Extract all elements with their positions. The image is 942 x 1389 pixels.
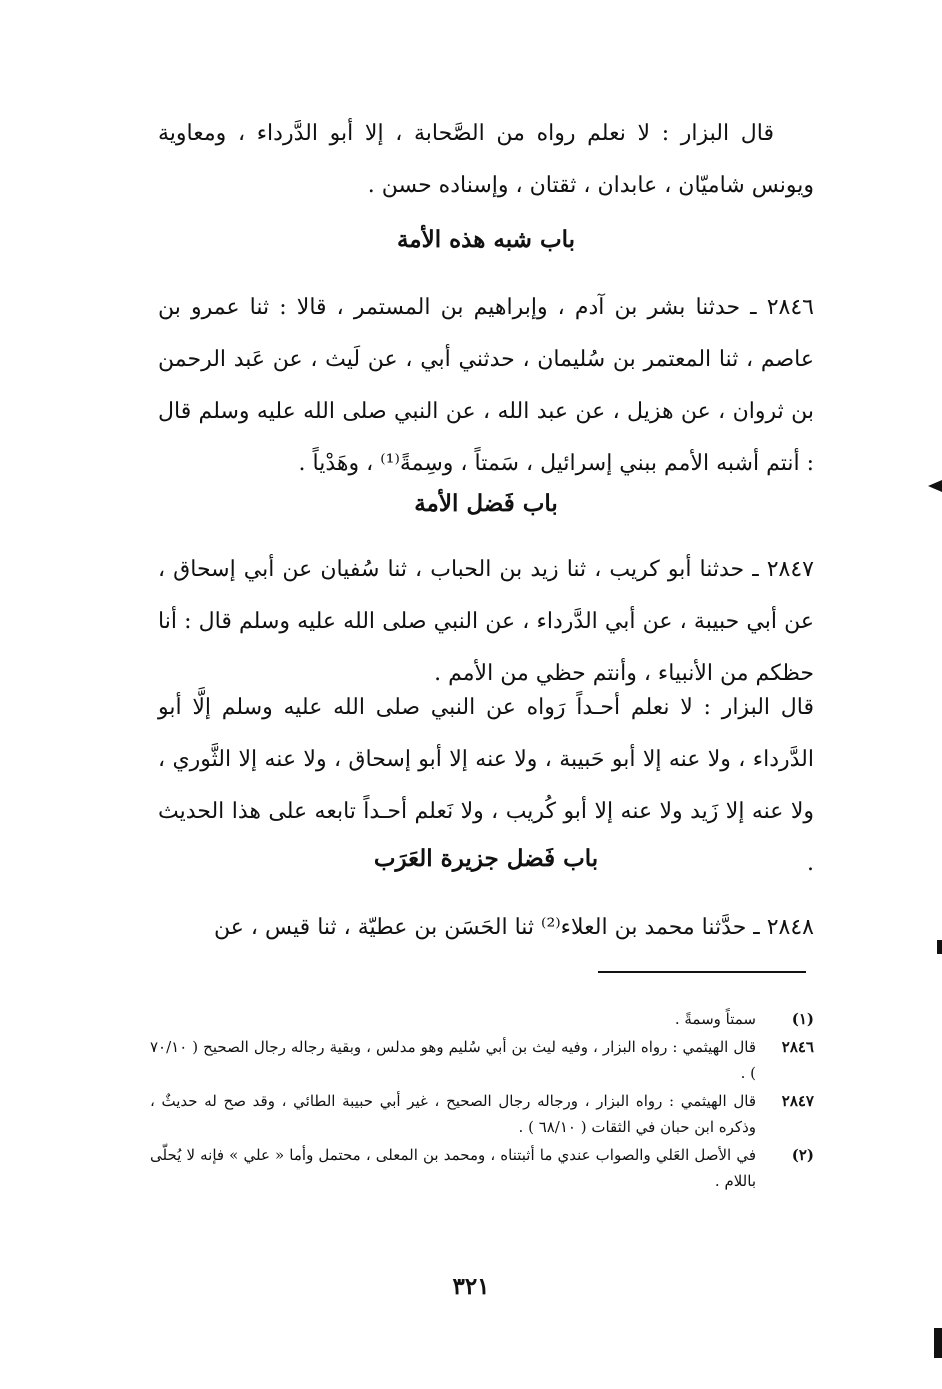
section-heading-nation-virtue: باب فَضل الأمة (414, 490, 558, 517)
hadith-2848 (158, 902, 814, 954)
footnote-text: في الأصل العَلي والصواب عندي ما أثبتناه ، ومحمد بن المعلى ، محتمل وأما « علي » فإنه لا يُحلّى باللام . (150, 1146, 756, 1190)
bazzar-comment-text: قال البزار : لا نعلم أحـداً رَواه عن النبي صلى الله عليه وسلم إلَّا أبو الدَّرداء ، ولا عنه إلا أبو حَبيبة ، ولا عنه إلا أبو إسحاق ، ولا عنه إلا الثَّوري ، ولا عنه إلا زَيد ولا عنه إلا أبو كُريب ، ولا نَعلم أحـداً تابعه على هذا الحديث . (158, 695, 814, 876)
footnote-label: (١) (791, 1010, 814, 1028)
footnote-item (150, 1142, 814, 1194)
footnote-item (150, 1006, 814, 1032)
hadith-2846 (158, 282, 814, 490)
footnote-label: ٢٨٤٦ (781, 1038, 814, 1056)
intro-text: قال البزار : لا نعلم رواه من الصَّحابة ، إلا أبو الدَّرداء ، ومعاوية ويونس شاميّان ، عابدان ، ثقتان ، وإسناده حسن . (158, 121, 814, 198)
footnote-text: قال الهيثمي : رواه البزار ، ورجاله رجال الصحيح ، غير أبي حبيبة الطائي ، وقد صح له حديثٌ ، وذكره ابن حبان في الثقات ( ٦٨/١٠ ) . (150, 1092, 756, 1136)
edge-mark (934, 1328, 942, 1358)
footnotes (150, 1006, 814, 1196)
section-heading-nation-resemblance: باب شبه هذه الأمة (396, 226, 576, 253)
section-heading-arabian-peninsula: باب فَضل جزيرة العَرَب (373, 845, 599, 872)
edge-mark (937, 940, 942, 954)
hadith-2847-text: ٢٨٤٧ ـ حدثنا أبو كريب ، ثنا زيد بن الحباب ، ثنا سُفيان عن أبي إسحاق ، عن أبي حبيبة ، عن أبي الدَّرداء ، عن النبي صلى الله عليه وسلم قال : أنا حظكم من الأنبياء ، وأنتم حظي من الأمم . (158, 557, 814, 686)
footnote-label: ٢٨٤٧ (781, 1092, 814, 1110)
hadith-2848-text: ٢٨٤٨ ـ حدَّثنا محمد بن العلاء⁽²⁾ ثنا الحَسَن بن عطيّة ، ثنا قيس ، عن (214, 915, 814, 940)
footnote-text: قال الهيثمي : رواه البزار ، وفيه ليث بن أبي سُليم وهو مدلس ، وبقية رجاله رجال الصحيح ( ٧٠/١٠ ) . (150, 1038, 756, 1082)
hadith-2846-text: ٢٨٤٦ ـ حدثنا بشر بن آدم ، وإبراهيم بن المستمر ، قالا : ثنا عمرو بن عاصم ، ثنا المعتمر بن سُليمان ، حدثني أبي ، عن لَيث ، عن عَبد الرحمن بن ثروان ، عن هزيل ، عن عبد الله ، عن النبي صلى الله عليه وسلم قال : أنتم أشبه الأمم ببني إسرائيل ، سَمتاً ، وسِمةً⁽¹⁾ ، وهَدْياً . (158, 295, 814, 476)
footnote-item (150, 1034, 814, 1086)
page-number: ٣٢١ (452, 1273, 490, 1300)
intro-paragraph (158, 108, 814, 212)
footnote-item (150, 1088, 814, 1140)
hadith-2847 (158, 544, 814, 700)
footnote-label: (٢) (791, 1146, 814, 1164)
footnote-divider (598, 971, 806, 973)
edge-mark (928, 480, 942, 492)
footnote-text: سمتاً وسمةً . (674, 1010, 756, 1028)
